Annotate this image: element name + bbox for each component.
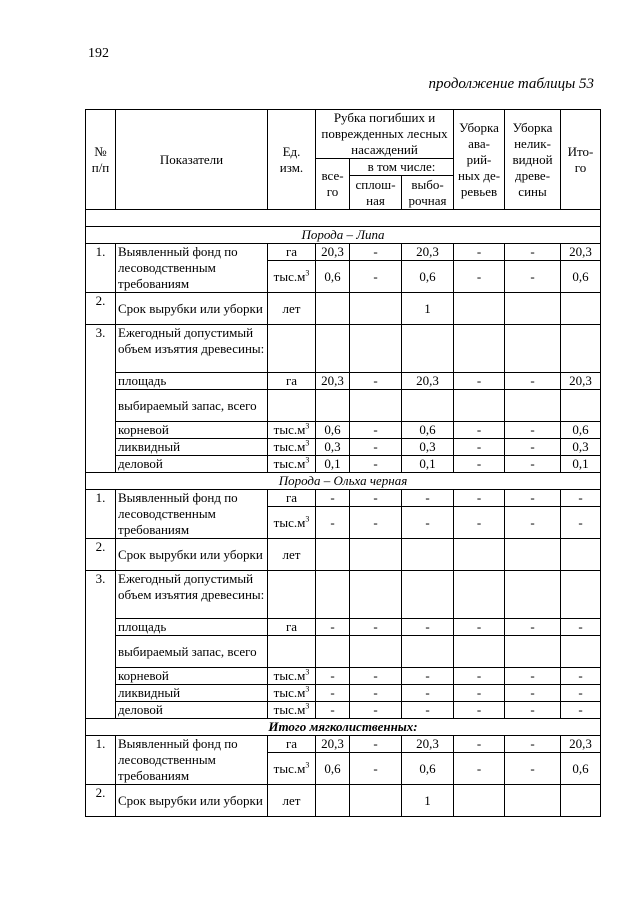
unit-superscript: 3 xyxy=(305,760,310,770)
value-cell: - xyxy=(350,668,402,685)
value-cell: - xyxy=(350,456,402,473)
value-cell xyxy=(505,539,561,571)
unit-text: лет xyxy=(282,792,301,808)
value-cell xyxy=(505,325,561,373)
value-cell xyxy=(402,390,454,422)
row-label: Ежегодный допустимый объем изъятия древесины: xyxy=(116,325,268,373)
unit-text: га xyxy=(285,373,298,388)
value-cell: 0,6 xyxy=(402,261,454,293)
row-label: Выявленный фонд по лесоводственным требованиям xyxy=(116,244,268,293)
value-cell: 1 xyxy=(402,785,454,817)
page-number: 192 xyxy=(88,46,109,61)
value-cell: - xyxy=(454,490,505,507)
row-label: деловой xyxy=(116,702,268,719)
value-cell: - xyxy=(402,490,454,507)
value-cell: - xyxy=(316,668,350,685)
unit-cell xyxy=(268,736,316,753)
header-emergency: Уборка ава-рий-ных де-ревьев xyxy=(454,110,505,210)
unit-text: тыс.м xyxy=(273,456,306,471)
unit-text: лет xyxy=(282,300,301,316)
value-cell: - xyxy=(402,619,454,636)
table-row xyxy=(86,456,601,473)
value-cell xyxy=(350,571,402,619)
section-title: Итого мягколиственных: xyxy=(86,719,601,736)
unit-cell xyxy=(268,244,316,261)
value-cell: - xyxy=(561,685,601,702)
value-cell: 20,3 xyxy=(316,373,350,390)
unit-cell xyxy=(268,422,316,439)
unit-cell xyxy=(268,325,316,373)
table-row xyxy=(86,244,601,261)
table-continuation-caption: продолжение таблицы 53 xyxy=(428,76,594,92)
value-cell: - xyxy=(350,685,402,702)
unit-text: га xyxy=(285,736,298,751)
value-cell: 0,6 xyxy=(561,261,601,293)
value-cell xyxy=(505,636,561,668)
value-cell: - xyxy=(561,507,601,539)
value-cell: 20,3 xyxy=(316,736,350,753)
value-cell xyxy=(316,636,350,668)
row-label: корневой xyxy=(116,668,268,685)
unit-text: га xyxy=(285,244,298,259)
value-cell xyxy=(454,293,505,325)
header-illiquid: Уборка нелик-видной древе-сины xyxy=(505,110,561,210)
value-cell: - xyxy=(505,456,561,473)
value-cell: 0,3 xyxy=(316,439,350,456)
value-cell xyxy=(316,293,350,325)
unit-text: тыс.м xyxy=(273,422,306,437)
row-label: Срок вырубки или уборки xyxy=(116,293,268,325)
value-cell xyxy=(561,390,601,422)
value-cell: 0,3 xyxy=(402,439,454,456)
value-cell: - xyxy=(561,702,601,719)
unit-superscript: 3 xyxy=(305,268,310,278)
value-cell xyxy=(350,785,402,817)
unit-text: тыс.м xyxy=(273,439,306,454)
value-cell: - xyxy=(561,668,601,685)
totals-title-row xyxy=(86,719,601,736)
value-cell xyxy=(350,325,402,373)
table-row xyxy=(86,293,601,325)
table-row xyxy=(86,539,601,571)
value-cell: 0,6 xyxy=(402,422,454,439)
unit-superscript: 3 xyxy=(305,514,310,524)
header-total-sub: все-го xyxy=(316,159,350,210)
unit-cell xyxy=(268,785,316,817)
value-cell: - xyxy=(505,439,561,456)
value-cell xyxy=(402,571,454,619)
value-cell: - xyxy=(454,685,505,702)
unit-cell xyxy=(268,702,316,719)
value-cell xyxy=(561,636,601,668)
unit-text: га xyxy=(285,619,298,634)
value-cell: - xyxy=(505,507,561,539)
unit-superscript: 3 xyxy=(305,701,310,711)
table-row xyxy=(86,422,601,439)
spacer-row xyxy=(86,210,601,227)
value-cell: - xyxy=(505,261,561,293)
value-cell: - xyxy=(505,422,561,439)
value-cell xyxy=(561,325,601,373)
header-num: № п/п xyxy=(86,110,116,210)
row-label: выбираемый запас, всего xyxy=(116,390,268,422)
value-cell: - xyxy=(561,619,601,636)
unit-cell xyxy=(268,539,316,571)
value-cell: - xyxy=(350,702,402,719)
value-cell xyxy=(350,636,402,668)
value-cell: - xyxy=(505,753,561,785)
table-row xyxy=(86,785,601,817)
value-cell xyxy=(316,785,350,817)
row-label: ликвидный xyxy=(116,685,268,702)
unit-text: тыс.м xyxy=(273,685,306,700)
value-cell: - xyxy=(505,685,561,702)
value-cell xyxy=(402,539,454,571)
value-cell xyxy=(561,539,601,571)
value-cell: - xyxy=(350,490,402,507)
value-cell: 20,3 xyxy=(402,244,454,261)
value-cell: - xyxy=(350,619,402,636)
unit-cell xyxy=(268,668,316,685)
value-cell: - xyxy=(316,702,350,719)
row-number: 1. xyxy=(86,490,116,539)
header-selective: выбо-рочная xyxy=(402,176,454,210)
header-felling-group: Рубка погибших и поврежденных лесных насаждений xyxy=(316,110,454,159)
unit-cell xyxy=(268,261,316,293)
spacer-cell xyxy=(86,210,601,227)
table-row xyxy=(86,390,601,422)
value-cell: 20,3 xyxy=(402,373,454,390)
unit-cell xyxy=(268,507,316,539)
value-cell: - xyxy=(454,261,505,293)
value-cell: 20,3 xyxy=(561,373,601,390)
value-cell: - xyxy=(454,753,505,785)
row-label: деловой xyxy=(116,456,268,473)
value-cell: 0,1 xyxy=(316,456,350,473)
unit-superscript: 3 xyxy=(305,684,310,694)
value-cell: - xyxy=(454,456,505,473)
unit-text: тыс.м xyxy=(273,668,306,683)
value-cell: - xyxy=(402,507,454,539)
row-label: Срок вырубки или уборки xyxy=(116,539,268,571)
section-title: Порода – Ольха черная xyxy=(86,473,601,490)
table-row xyxy=(86,636,601,668)
value-cell: - xyxy=(350,244,402,261)
value-cell: - xyxy=(505,619,561,636)
unit-cell xyxy=(268,636,316,668)
value-cell xyxy=(402,325,454,373)
value-cell xyxy=(561,785,601,817)
value-cell: - xyxy=(505,736,561,753)
value-cell xyxy=(505,390,561,422)
value-cell xyxy=(454,390,505,422)
value-cell xyxy=(454,785,505,817)
table-row xyxy=(86,736,601,753)
value-cell xyxy=(316,539,350,571)
row-number: 3. xyxy=(86,325,116,473)
value-cell xyxy=(350,539,402,571)
value-cell: - xyxy=(316,507,350,539)
row-label: Выявленный фонд по лесоводственным требованиям xyxy=(116,490,268,539)
value-cell: 0,6 xyxy=(561,422,601,439)
value-cell xyxy=(454,539,505,571)
value-cell: - xyxy=(350,439,402,456)
row-label: Выявленный фонд по лесоводственным требованиям xyxy=(116,736,268,785)
value-cell: - xyxy=(505,490,561,507)
header-itogo: Ито-го xyxy=(561,110,601,210)
value-cell: - xyxy=(454,702,505,719)
value-cell xyxy=(454,571,505,619)
header-solid: сплош-ная xyxy=(350,176,402,210)
unit-cell xyxy=(268,753,316,785)
unit-superscript: 3 xyxy=(305,667,310,677)
value-cell: - xyxy=(505,244,561,261)
value-cell: 0,6 xyxy=(316,261,350,293)
unit-superscript: 3 xyxy=(305,438,310,448)
table-row xyxy=(86,619,601,636)
value-cell: 20,3 xyxy=(561,244,601,261)
value-cell: - xyxy=(454,373,505,390)
value-cell xyxy=(454,636,505,668)
value-cell: 0,1 xyxy=(561,456,601,473)
data-table xyxy=(85,109,601,817)
row-label: Ежегодный допустимый объем изъятия древесины: xyxy=(116,571,268,619)
value-cell xyxy=(350,293,402,325)
value-cell: - xyxy=(454,439,505,456)
value-cell xyxy=(350,390,402,422)
value-cell: - xyxy=(316,490,350,507)
value-cell xyxy=(505,293,561,325)
unit-text: лет xyxy=(282,546,301,562)
unit-text: тыс.м xyxy=(273,514,306,530)
value-cell: - xyxy=(561,490,601,507)
value-cell: 20,3 xyxy=(316,244,350,261)
row-number: 3. xyxy=(86,571,116,719)
unit-cell xyxy=(268,490,316,507)
unit-superscript: 3 xyxy=(305,421,310,431)
value-cell xyxy=(561,571,601,619)
value-cell: 20,3 xyxy=(561,736,601,753)
unit-cell xyxy=(268,373,316,390)
unit-cell xyxy=(268,439,316,456)
unit-text: тыс.м xyxy=(273,760,306,776)
value-cell: - xyxy=(350,261,402,293)
section-title-row xyxy=(86,473,601,490)
value-cell: 0,1 xyxy=(402,456,454,473)
unit-text: га xyxy=(285,490,298,505)
value-cell: - xyxy=(316,619,350,636)
header-indicators: Показатели xyxy=(116,110,268,210)
value-cell: - xyxy=(454,244,505,261)
unit-text: тыс.м xyxy=(273,268,306,284)
table-row xyxy=(86,571,601,619)
unit-text: тыс.м xyxy=(273,702,306,717)
section-title-row xyxy=(86,227,601,244)
value-cell: - xyxy=(402,685,454,702)
value-cell: - xyxy=(350,507,402,539)
value-cell: - xyxy=(505,668,561,685)
value-cell: - xyxy=(454,422,505,439)
value-cell: - xyxy=(402,702,454,719)
value-cell: - xyxy=(350,422,402,439)
value-cell: - xyxy=(454,619,505,636)
table-row xyxy=(86,373,601,390)
unit-cell xyxy=(268,390,316,422)
value-cell: 0,3 xyxy=(561,439,601,456)
value-cell xyxy=(561,293,601,325)
unit-cell xyxy=(268,293,316,325)
value-cell xyxy=(316,325,350,373)
unit-cell xyxy=(268,571,316,619)
value-cell xyxy=(402,636,454,668)
value-cell: - xyxy=(350,753,402,785)
row-label: площадь xyxy=(116,373,268,390)
value-cell: - xyxy=(454,507,505,539)
unit-cell xyxy=(268,456,316,473)
table-header xyxy=(86,110,601,210)
value-cell: 1 xyxy=(402,293,454,325)
row-number: 1. xyxy=(86,244,116,293)
value-cell: - xyxy=(454,668,505,685)
unit-superscript: 3 xyxy=(305,455,310,465)
value-cell: 0,6 xyxy=(561,753,601,785)
row-label: площадь xyxy=(116,619,268,636)
table-row xyxy=(86,702,601,719)
header-unit: Ед. изм. xyxy=(268,110,316,210)
row-number: 2. xyxy=(86,293,116,325)
section-title: Порода – Липа xyxy=(86,227,601,244)
value-cell xyxy=(505,571,561,619)
value-cell: - xyxy=(505,702,561,719)
value-cell: - xyxy=(316,685,350,702)
table-row xyxy=(86,490,601,507)
value-cell: 0,6 xyxy=(316,753,350,785)
table-row xyxy=(86,685,601,702)
table-body xyxy=(86,210,601,817)
value-cell: 0,6 xyxy=(316,422,350,439)
unit-cell xyxy=(268,619,316,636)
value-cell xyxy=(454,325,505,373)
unit-cell xyxy=(268,685,316,702)
value-cell: 0,6 xyxy=(402,753,454,785)
value-cell: - xyxy=(350,373,402,390)
value-cell: 20,3 xyxy=(402,736,454,753)
header-including: в том числе: xyxy=(350,159,454,176)
row-number: 2. xyxy=(86,539,116,571)
table-row xyxy=(86,439,601,456)
row-number: 1. xyxy=(86,736,116,785)
value-cell: - xyxy=(454,736,505,753)
value-cell: - xyxy=(350,736,402,753)
table-row xyxy=(86,325,601,373)
value-cell xyxy=(316,390,350,422)
value-cell: - xyxy=(505,373,561,390)
row-label: выбираемый запас, всего xyxy=(116,636,268,668)
table-row xyxy=(86,668,601,685)
row-label: корневой xyxy=(116,422,268,439)
row-label: Срок вырубки или уборки xyxy=(116,785,268,817)
row-number: 2. xyxy=(86,785,116,817)
value-cell xyxy=(505,785,561,817)
row-label: ликвидный xyxy=(116,439,268,456)
value-cell xyxy=(316,571,350,619)
value-cell: - xyxy=(402,668,454,685)
